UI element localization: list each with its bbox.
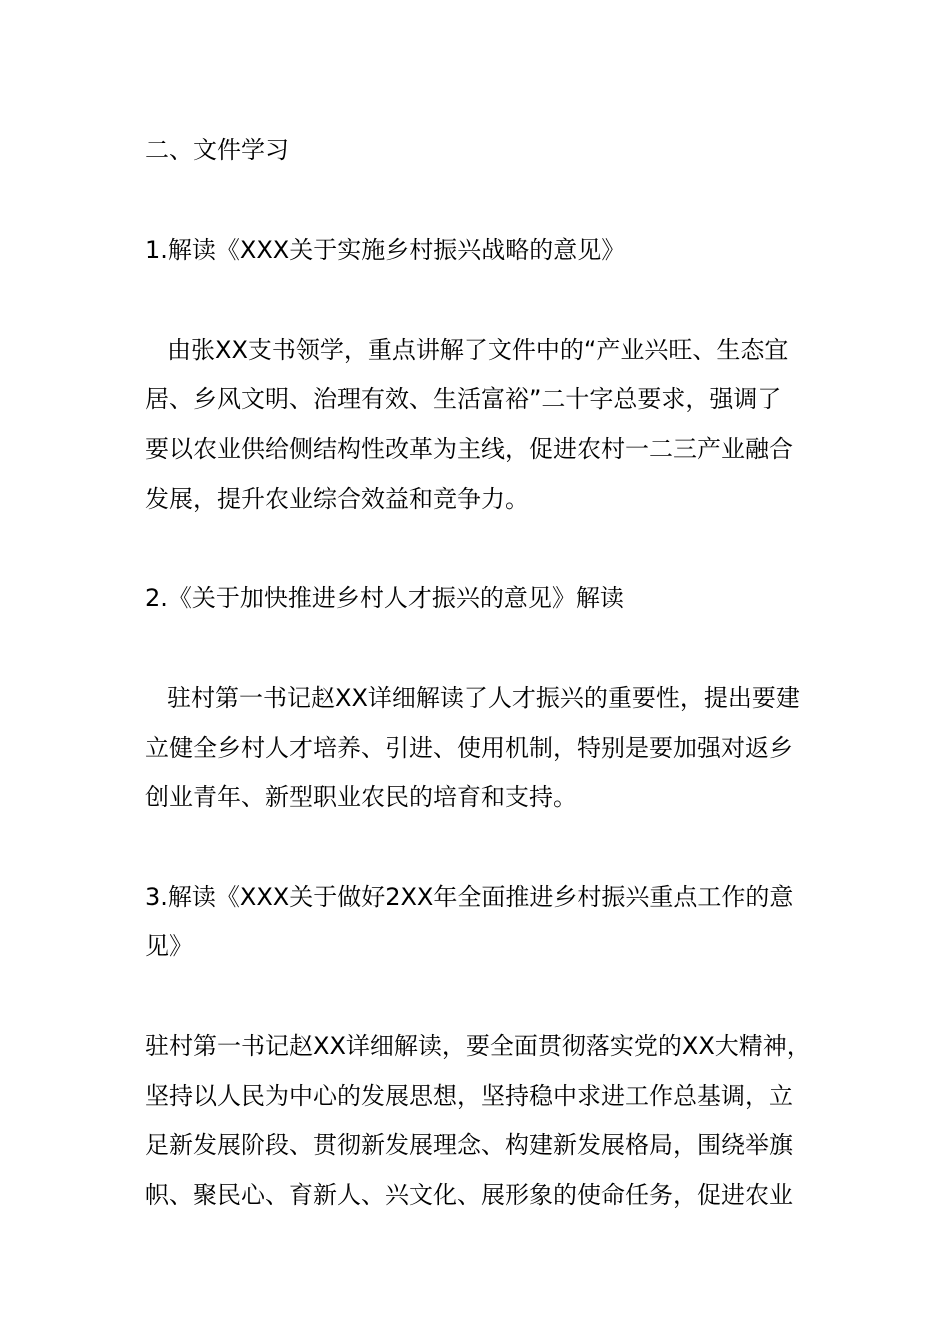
item-3-paragraph-line-1: 驻村第一书记赵XX详细解读，要全面贯彻落实党的XX大精神， bbox=[145, 1032, 811, 1060]
item-3-paragraph-line-3: 足新发展阶段、贯彻新发展理念、构建新发展格局，围绕举旗 bbox=[145, 1131, 793, 1159]
item-2-paragraph-line-2: 立健全乡村人才培养、引进、使用机制，特别是要加强对返乡 bbox=[145, 734, 793, 762]
item-3-paragraph-line-2: 坚持以人民为中心的发展思想，坚持稳中求进工作总基调，立 bbox=[145, 1082, 793, 1110]
item-2-paragraph-line-1: 驻村第一书记赵XX详细解读了人才振兴的重要性，提出要建 bbox=[167, 684, 800, 712]
item-2-heading: 2.《关于加快推进乡村人才振兴的意见》解读 bbox=[145, 584, 624, 612]
item-1-heading: 1.解读《XXX关于实施乡村振兴战略的意见》 bbox=[145, 236, 626, 264]
item-3-heading-line-1: 3.解读《XXX关于做好2XX年全面推进乡村振兴重点工作的意 bbox=[145, 883, 794, 911]
item-1-paragraph-line-4: 发展，提升农业综合效益和竞争力。 bbox=[145, 485, 529, 513]
item-1-paragraph-line-2: 居、乡风文明、治理有效、生活富裕”二十字总要求，强调了 bbox=[145, 385, 782, 413]
item-3-paragraph-line-4: 帜、聚民心、育新人、兴文化、展形象的使命任务，促进农业 bbox=[145, 1181, 793, 1209]
section-heading: 二、文件学习 bbox=[145, 136, 289, 164]
item-2-paragraph-line-3: 创业青年、新型职业农民的培育和支持。 bbox=[145, 783, 577, 811]
item-1-paragraph-line-3: 要以农业供给侧结构性改革为主线，促进农村一二三产业融合 bbox=[145, 435, 793, 463]
item-1-paragraph-line-1: 由张XX支书领学，重点讲解了文件中的“产业兴旺、生态宜 bbox=[167, 336, 789, 364]
item-3-heading-line-2: 见》 bbox=[145, 932, 193, 960]
